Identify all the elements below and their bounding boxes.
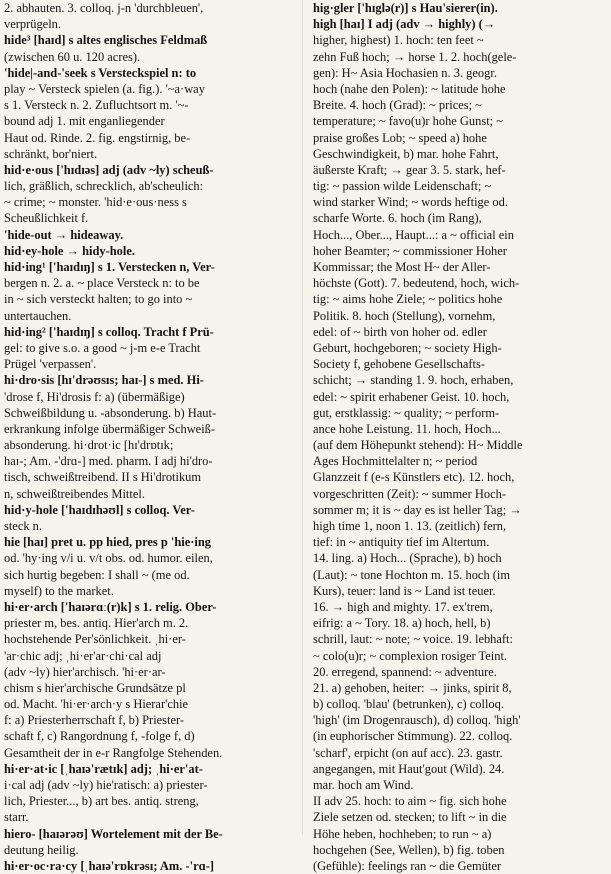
- entry-line: edel: of ~ birth von hoher od. edler: [313, 324, 487, 339]
- entry-line: in ~ sich versteckt halten; to go into ~: [4, 292, 193, 307]
- entry-line: gel: to give s.o. a good ~ j-m e-e Tracht: [4, 340, 201, 355]
- entry-line: 16. → high and mighty. 17. ex'trem,: [313, 599, 493, 614]
- entry-line: höchste (Gott). 7. bedeutend, hoch, wich-: [313, 276, 520, 291]
- entry-line: Schweißbildung u. -absonderung. b) Haut-: [4, 405, 217, 420]
- entry-line: (Gefühle): feelings ran ~ die Gemüter: [313, 858, 502, 873]
- entry-line: Geschwindigkeit, b) mar. hohe Fahrt,: [313, 146, 499, 161]
- entry-line: hochstehende Per'sönlichkeit. ˌhi·er-: [4, 632, 186, 647]
- left-column: [4, 0, 293, 873]
- entry-line: 21. a) gehoben, heiter: → jinks, spirit 8,: [313, 680, 512, 695]
- entry-line: praise großes Lob; ~ speed a) hohe: [313, 130, 487, 145]
- entry-line: priester m, bes. antiq. Hier'arch m. 2.: [4, 616, 189, 631]
- entry-line: s 1. Versteck n. 2. Zufluchtsort m. '~-: [4, 98, 189, 113]
- entry-line: Kurs), teuer: land is ~ Land ist teuer.: [313, 583, 496, 598]
- entry-line: Society f, gehobene Gesellschafts-: [313, 357, 485, 372]
- entry-line: hid·y-hole ['haɪdɪhəʊl] s colloq. Ver-: [4, 502, 195, 517]
- entry-line: 2. abhauten. 3. colloq. j-n 'durchbleuen',: [4, 1, 204, 15]
- entry-line: hid·ing² ['haɪdɪŋ] s colloq. Tracht f Prü-: [4, 324, 214, 339]
- entry-line: 'hide|-and-'seek s Versteckspiel n: to: [4, 65, 197, 80]
- entry-line: tief: in ~ antiquity tief im Altertum.: [313, 535, 490, 550]
- entry-line: n, schweißtreibendes Mittel.: [4, 486, 145, 501]
- entry-line: untertauchen.: [4, 308, 72, 323]
- entry-line: Höhe heben, hochheben; to run ~ a): [313, 826, 492, 841]
- entry-line: tig: ~ passion wilde Leidenschaft; ~: [313, 179, 492, 194]
- entry-line: 'scharf', erpicht (on auf acc). 23. gastr.: [313, 745, 503, 760]
- entry-line: edel: ~ spirit erhabener Geist. 10. hoch,: [313, 389, 510, 404]
- entry-line: Prügel 'verpassen'.: [4, 357, 97, 372]
- entry-line: tig: ~ aims hohe Ziele; ~ politics hohe: [313, 292, 503, 307]
- entry-line: hig·gler ['hɪglə(r)] s Hau'sierer(in).: [313, 1, 498, 15]
- entry-line: hid·ing¹ ['haɪdɪŋ] s 1. Verstecken n, Ver-: [4, 260, 215, 274]
- entry-line: hid·ey-hole → hidy-hole.: [4, 243, 135, 258]
- entry-line: Hoch..., Ober..., Haupt...: a ~ official ein: [313, 227, 514, 242]
- entry-line: hid·e·ous ['hɪdɪəs] adj (adv ~ly) scheuß-: [4, 162, 214, 177]
- column-gutter: [302, 0, 303, 835]
- entry-line: äußerste Kraft; → gear 3. 5. stark, hef-: [313, 162, 506, 177]
- entry-line: tisch, schweißtreibend. II s Hi'drotikum: [4, 470, 202, 485]
- entry-line: 14. ling. a) Hoch... (Sprache), b) hoch: [313, 551, 502, 566]
- entry-line: Kommissar; the Most H~ der Aller-: [313, 260, 491, 274]
- entry-line: II adv 25. hoch: to aim ~ fig. sich hohe: [313, 794, 507, 809]
- entry-line: verprügeln.: [4, 17, 61, 32]
- entry-line: 'ar·chic adj; ˌhi·er'ar·chi·cal adj: [4, 648, 162, 663]
- entry-line: chism s hier'archische Grundsätze pl: [4, 680, 186, 695]
- entry-line: Ages Hochmittelalter n; ~ period: [313, 454, 478, 469]
- entry-line: schränkt, bor'niert.: [4, 146, 98, 161]
- entry-line: mar. hoch am Wind.: [313, 778, 414, 792]
- right-column: [313, 0, 609, 873]
- entry-line: schrill, laut: ~ note; ~ voice. 19. lebhaft:: [313, 632, 513, 647]
- entry-line: scharfe Worte. 6. hoch (im Rang),: [313, 211, 482, 226]
- entry-line: (Laut): ~ tone Hochton m. 15. hoch (im: [313, 567, 511, 582]
- entry-line: bound adj 1. mit enganliegender: [4, 114, 165, 129]
- entry-line: bergen n. 2. a. ~ place Versteck n: to be: [4, 276, 200, 291]
- entry-line: myself) to the market.: [4, 583, 114, 598]
- entry-line: (auf dem Höhepunkt stehend): H~ Middle: [313, 438, 523, 453]
- entry-line: erkrankung infolge übermäßiger Schweiß-: [4, 421, 216, 436]
- entry-line: hie [haɪ] pret u. pp hied, pres p 'hie·ing: [4, 535, 211, 550]
- entry-line: od. Macht. 'hi·er·arch·y s Hierar'chie: [4, 697, 189, 712]
- entry-line: haɪ-; Am. -'drɑ-] med. pharm. I adj hi'dro-: [4, 454, 213, 469]
- entry-line: starr.: [4, 810, 29, 825]
- entry-line: steck n.: [4, 519, 42, 533]
- entry-line: 'hide-out → hideaway.: [4, 227, 124, 242]
- entry-line: angegangen, mit Haut'gout (Wild). 24.: [313, 761, 505, 776]
- entry-line: higher, highest) 1. hoch: ten feet ~: [313, 33, 484, 48]
- entry-line: sich hurtig begeben: I shall ~ (me od.: [4, 567, 190, 582]
- entry-line: Ziele setzen od. stecken; to lift ~ in die: [313, 810, 507, 825]
- entry-line: ~ crime; ~ monster. 'hid·e·ous·ness s: [4, 195, 187, 210]
- entry-line: play ~ Versteck spielen (a. fig.). '~a·way: [4, 81, 205, 96]
- entry-line: high [haɪ] I adj (adv → highly) (→: [313, 17, 496, 32]
- entry-line: Gesamtheit der in e-r Rangfolge Stehenden.: [4, 745, 223, 760]
- entry-line: (in euphorischer Stimmung). 22. colloq.: [313, 729, 513, 744]
- entry-line: hoher Beamter; ~ commissioner Hoher: [313, 243, 507, 258]
- entry-line: gen): H~ Asia Hochasien n. 3. geogr.: [313, 65, 497, 80]
- entry-line: zehn Fuß hoch; → horse 1. 2. hoch(gele-: [313, 49, 517, 64]
- entry-line: temperature; ~ favo(u)r hohe Gunst; ~: [313, 114, 503, 129]
- entry-line: b) colloq. 'blau' (betrunken), c) colloq.: [313, 697, 504, 712]
- entry-line: (adv ~ly) hier'archisch. 'hi·er·ar-: [4, 664, 166, 679]
- entry-line: Geburt, hochgeboren; ~ society High-: [313, 340, 502, 355]
- entry-line: high time 1, noon 1. 13. (zeitlich) fern,: [313, 519, 507, 533]
- entry-line: i·cal adj (adv ~ly) hie'ratisch: a) priester-: [4, 778, 208, 792]
- entry-line: 'drose f, Hi'drosis f: a) (übermäßige): [4, 389, 185, 404]
- entry-line: hi·er·arch ['haɪərɑː(r)k] s 1. relig. Ober-: [4, 599, 217, 614]
- entry-line: wind starker Wind; ~ words heftige od.: [313, 195, 508, 210]
- entry-line: vorgeschritten (Zeit): ~ summer Hoch-: [313, 486, 507, 501]
- entry-line: Glanzzeit f (e-s Künstlers etc). 12. hoch,: [313, 470, 515, 485]
- entry-line: od. 'hy·ing v/i u. v/t obs. od. humor. eilen,: [4, 551, 213, 566]
- entry-line: f: a) Priesterherrschaft f, b) Priester-: [4, 713, 185, 728]
- entry-line: hide³ [haɪd] s altes englisches Feldmaß: [4, 33, 208, 48]
- entry-line: (zwischen 60 u. 120 acres).: [4, 49, 141, 64]
- entry-line: sommer m; it is ~ day es ist heller Tag; →: [313, 502, 522, 517]
- entry-line: hochgehen (See, Wellen), b) fig. toben: [313, 842, 505, 857]
- entry-line: lich, Priester..., b) art bes. antiq. streng,: [4, 794, 199, 809]
- entry-line: gut, erstklassig: ~ quality; ~ perform-: [313, 405, 500, 420]
- entry-line: 'high' (im Drogenrausch), d) colloq. 'high': [313, 713, 521, 728]
- entry-line: eifrig: a ~ Tory. 18. a) hoch, hell, b): [313, 616, 491, 631]
- entry-line: hi·er·at·ic [ˌhaɪə'rætɪk] adj; ˌhi·er'at-: [4, 761, 203, 776]
- entry-line: Scheußlichkeit f.: [4, 211, 89, 226]
- entry-line: Breite. 4. hoch (Grad): ~ prices; ~: [313, 98, 482, 113]
- entry-line: schaft f, c) Rangordnung f, -folge f, d): [4, 729, 195, 744]
- entry-line: hi·er·oc·ra·cy [ˌhaɪə'rɒkrəsɪ; Am. -'rɑ-]: [4, 858, 215, 873]
- entry-line: ance hohe Leistung. 11. hoch, Hoch...: [313, 421, 501, 436]
- entry-line: Politik. 8. hoch (Stellung), vornehm,: [313, 308, 496, 323]
- entry-line: Haut od. Rinde. 2. fig. engstirnig, be-: [4, 130, 191, 145]
- entry-line: deutung heilig.: [4, 842, 79, 857]
- entry-line: lich, gräßlich, schrecklich, ab'scheulich:: [4, 179, 204, 194]
- entry-line: ~ colo(u)r; ~ complexion rosiger Teint.: [313, 648, 508, 663]
- entry-line: 20. erregend, spannend: ~ adventure.: [313, 664, 497, 679]
- entry-line: schicht; → standing 1. 9. hoch, erhaben,: [313, 373, 514, 388]
- entry-line: hoch (nahe den Polen): ~ latitude hohe: [313, 81, 506, 96]
- entry-line: absonderung. hi·drot·ic [hɪ'drɒtɪk;: [4, 438, 174, 453]
- entry-line: hi·dro·sis [hɪ'drəʊsɪs; haɪ-] s med. Hi-: [4, 373, 204, 388]
- entry-line: hiero- [haɪərəʊ] Wortelement mit der Be-: [4, 826, 223, 841]
